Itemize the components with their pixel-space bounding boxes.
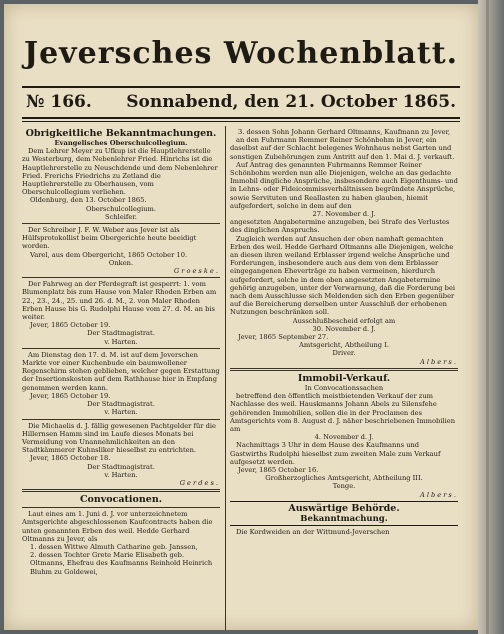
notice-3-sig2: v. Harten.	[104, 337, 138, 346]
foreign-authority-text: Die Kordweiden an der Wittmund-Jeverschen	[236, 527, 390, 536]
immobil-place-date: Jever, 1865 October 16.	[238, 465, 319, 474]
notice-4-sig2: v. Harten.	[104, 408, 138, 417]
immobil-heading: Immobil-Verkauf.	[297, 372, 391, 384]
notice-4-date: Jever, 1865 October 19.	[30, 391, 111, 400]
immobil-subheading: In Convocationssachen	[304, 383, 384, 392]
binding-edge	[486, 0, 489, 634]
separator	[22, 419, 220, 420]
notice-2-text: Der Schreiber J. F. W. Weber aus Jever ist als Hülfsprotokollist beim Obergerichte heute beeidigt worden.	[22, 226, 197, 251]
foreign-authority-subheading: Bekanntmachung.	[300, 513, 388, 524]
separator	[22, 507, 220, 508]
immobil-sig2: Tenge.	[332, 482, 356, 491]
notice-5-sig3: Gerdes.	[179, 478, 220, 487]
claims-date: 27. November d. J.	[312, 210, 376, 219]
convocation-item: 2. dessen Tochter Grete Marie Elisabeth geb. Oltmanns, Ehefrau des Kaufmanns Reinhold Heinrich Bluhm zu Goldewei,	[30, 551, 213, 576]
notice-5-sig1: Der Stadtmagistrat.	[87, 462, 155, 471]
column-divider	[225, 126, 226, 630]
notice-3-text: Der Fahrweg an der Pferdegraft ist gesperrt: 1. vom Blumenplatz bis zum Hause von Maler Rhoden Erben am 22., 23., 24., 25. und 26. d. M., 2. von Maler Rhoden Erben Hause bis G. Rudolphi Hause vom 27. d. M. an bis weiter.	[22, 280, 217, 322]
masthead-rule-top	[22, 86, 460, 88]
heir-3: 3. dessen Sohn Johann Gerhard Oltmanns, Kaufmann zu Jever,	[238, 128, 451, 136]
notice-3-date: Jever, 1865 October 19.	[30, 321, 111, 330]
masthead-title: Jeversches Wochenblatt.	[23, 36, 459, 71]
notice-2-sig1: Onken.	[108, 258, 134, 267]
claims-text: Auf Antrag des genannten Fuhrmanns Remmer Reiner Schönbohm werden nun alle Diejenigen, welche an das gedachte Immobil dingliche Ansprüche, insbesondere auch Eigenthums- und in Lehns- oder Fideicommissverhältnissen begründete Ansprüche, sowie Servituten und Reallasten zu haben glauben, hiemit aufgefordert, solche in dem auf den	[230, 160, 458, 210]
immobil-sig3: Albers.	[420, 490, 458, 499]
notice-5-date: Jever, 1865 October 18.	[30, 454, 111, 463]
convocations-text: Laut eines am 1. Juni d. J. vor unterzeichnetem Amtsgerichte abgeschlossenen Kaufcontracts haben die unten genannten Erben des weil. Hedde Gerhard Oltmanns zu Jever, als	[22, 510, 213, 543]
exclusion-line: Ausschlußbescheid erfolgt am	[292, 316, 396, 325]
convocation-sig2: Driver.	[332, 349, 356, 358]
binding-spine	[478, 0, 504, 634]
issue-rule-bottom	[22, 117, 460, 119]
right-column	[230, 128, 458, 536]
convocation-sig3: Albers.	[420, 357, 458, 366]
notice-1-sig1: Oberschulcollegium.	[85, 204, 157, 213]
notices-subheading: Evangelisches Oberschulcollegium.	[54, 139, 188, 147]
issue-line	[22, 92, 460, 114]
immobil-sig1: Großherzogliches Amtsgericht, Abtheilung III.	[265, 474, 423, 483]
issue-number: № 166.	[26, 92, 92, 112]
claims-penalty: angesetzten Angabetermine anzugeben, bei Strafe des Verlustes des dinglichen Anspruchs.	[230, 218, 450, 235]
notice-1-sig2: Schleifer.	[105, 212, 137, 221]
notice-1-text: Dem Lehrer Meyer zu Ufkup ist die Hauptlehrerstelle zu Westerburg, dem Nebenlehrer Fried. Hinrichs ist die Hauptlehrerstelle zu Neuschdende und dem Nebenlehrer Fried. Frerichs Friedrichs zu Zetland die Hauptlehrerstelle zu Oberhausen, vom Oberschulcollegium verliehen.	[22, 147, 218, 197]
newspaper-page	[4, 4, 478, 630]
notice-4-sig1: Der Stadtmagistrat.	[87, 400, 155, 409]
notice-2-sig2: Groeske.	[173, 267, 220, 276]
notice-2-date: Varel, aus dem Obergericht, 1865 October 10.	[30, 250, 188, 259]
separator	[22, 348, 220, 349]
notice-5-sig2: v. Harten.	[104, 470, 138, 479]
heirs-call-text: Zugleich werden auf Ansuchen der oben namhaft gemachten Erben des weil. Hedde Gerhard Oltmanns alle Diejenigen, welche an diesen ihren weiland Erblasser irgend welche Ansprüche und Forderungen, insbesondere auch aus dem von dem Erblasser eingegangenen Eheverträge zu haben vermeinen, hierdurch aufgefordert, solche in dem oben angesetzten Angabetermine gehörig anzugeben, unter der Verwarnung, daß die Forderung bei nach dem Ausschlusse sich Meldenden sich den Erben gegenüber auf die Bereicherung derselben unter Ausschluß der erhobenen Nutzungen beschränken soll.	[230, 234, 456, 317]
double-separator	[230, 368, 458, 371]
convocation-place-date: Jever, 1865 September 27.	[238, 333, 329, 342]
convocation-sig1: Amtsgericht, Abtheilung I.	[299, 341, 389, 350]
notice-3-sig1: Der Stadtmagistrat.	[87, 329, 155, 338]
separator	[22, 223, 220, 224]
immobil-date: 4. November d. J.	[314, 433, 374, 442]
foreign-authority-box	[230, 501, 458, 526]
immobil-text: betreffend den öffentlich meistbietenden Verkauf der zum Nachlasse des weil. Hauskmanns Johann Abels zu Silensfehe gehörenden Immobilien, sollen die in der Proclamen des Amtsgerichts vom 8. August d. J. näher beschriebenen Immobilien am	[230, 392, 456, 433]
notice-4-text: Am Dienstag den 17. d. M. ist auf dem Jeverschen Markte vor einer Kuchenbude ein baumwollener Regenschirm stehen geblieben, welcher gegen Erstattung der Insertionskosten auf dem Rathhause hier in Empfang genommen werden kann.	[22, 350, 220, 392]
issue-date: Sonnabend, den 21. October 1865.	[126, 92, 456, 112]
separator	[22, 277, 220, 278]
foreign-authority-heading: Auswärtige Behörde.	[288, 502, 400, 514]
immobil-text-2: Nachmittags 3 Uhr in dem Hause des Kaufmanns und Gastwirths Rudolphi hieselbst zum zweiten Male zum Verkauf aufgesetzt werden.	[230, 441, 441, 466]
sale-text: an den Fuhrmann Remmer Reiner Schönbohm in Jever, ein daselbst auf der Schlacht belegenes Wohnhaus nebst Garten und sonstigen Zubehörungen zum Antritt auf den 1. Mai d. J. verkauft.	[230, 136, 455, 161]
notice-1-date: Oldenburg, den 13. October 1865.	[30, 196, 147, 205]
double-separator	[22, 489, 220, 492]
notices-heading: Obrigkeitliche Bekanntmachungen.	[25, 128, 217, 139]
exclusion-date: 30. November d. J.	[312, 324, 376, 333]
convocations-heading: Convocationen.	[79, 494, 163, 506]
notice-5-text: Die Michaelis d. J. fällig gewesenen Pachtgelder für die Hillernsen Hamm sind im Laufe dieses Monats bei Vermeidung von Unannehmlichkeiten an den Stadtkämmerer Kuhnsliker hieselbst zu entrichten.	[22, 421, 216, 455]
left-column	[22, 128, 220, 576]
convocation-item: 1. dessen Wittwe Almuth Catharine geb. Janssen,	[30, 542, 198, 551]
issue-rule-bottom-thin	[22, 121, 460, 122]
